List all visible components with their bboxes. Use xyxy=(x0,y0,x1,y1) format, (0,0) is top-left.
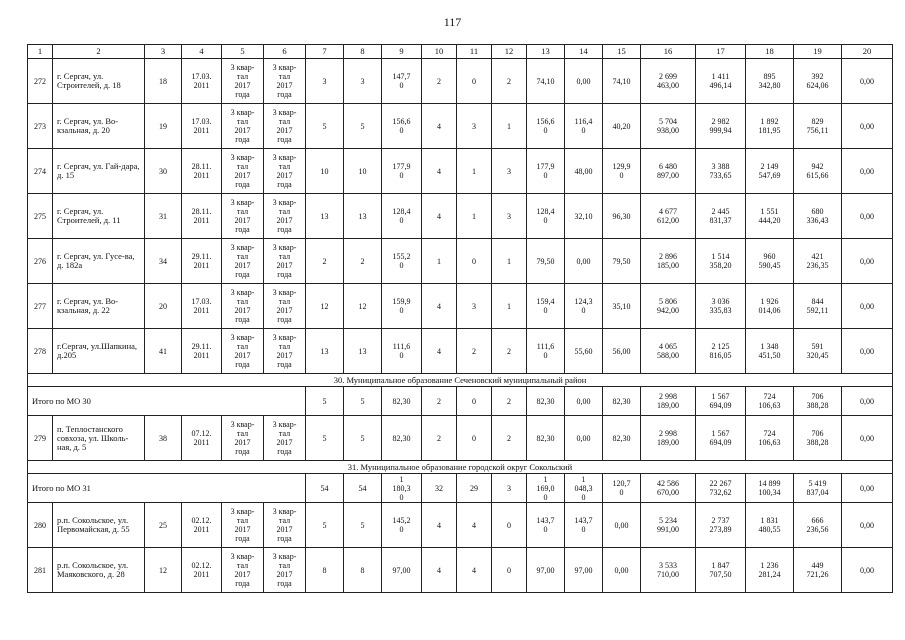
table-cell: 0,00 xyxy=(842,59,893,104)
total-label: Итого по МО 30 xyxy=(28,387,306,416)
table-cell: 74,10 xyxy=(527,59,565,104)
table-cell: 3 xyxy=(344,59,382,104)
table-cell: 38 xyxy=(145,416,182,461)
section-heading-row xyxy=(28,461,893,474)
table-cell: 34 xyxy=(145,239,182,284)
table-cell: 5 704 938,00 xyxy=(641,104,696,149)
table-cell: 421 236,35 xyxy=(794,239,842,284)
table-cell: 5 xyxy=(344,387,382,416)
table-row xyxy=(28,149,893,194)
table-cell: 79,50 xyxy=(603,239,641,284)
table-cell: 3 квар- тал 2017 года xyxy=(264,548,306,593)
table-cell: 32 xyxy=(422,474,457,503)
table-cell: 18 xyxy=(145,59,182,104)
table-row xyxy=(28,548,893,593)
table-cell: 82,30 xyxy=(603,387,641,416)
table-cell: 0,00 xyxy=(842,239,893,284)
table-cell: 28.11. 2011 xyxy=(182,194,222,239)
table-cell: 5 234 991,00 xyxy=(641,503,696,548)
table-cell: 3 квар- тал 2017 года xyxy=(222,416,264,461)
table-cell: г. Сергач, ул. Строителей, д. 18 xyxy=(53,59,145,104)
column-number: 11 xyxy=(457,45,492,59)
table-cell: 29.11. 2011 xyxy=(182,329,222,374)
table-cell: 29.11. 2011 xyxy=(182,239,222,284)
table-cell: 4 xyxy=(457,548,492,593)
table-cell: 1 169,0 0 xyxy=(527,474,565,503)
table-cell: 156,6 0 xyxy=(527,104,565,149)
table-cell: 5 xyxy=(306,104,344,149)
table-cell: 13 xyxy=(306,329,344,374)
table-cell: 3 квар- тал 2017 года xyxy=(264,59,306,104)
table-cell: 1 xyxy=(492,104,527,149)
table-cell: 2 982 999,94 xyxy=(696,104,746,149)
table-cell: 2 xyxy=(422,416,457,461)
table-cell: 960 590,45 xyxy=(746,239,794,284)
table-cell: 128,4 0 xyxy=(382,194,422,239)
column-number: 4 xyxy=(182,45,222,59)
table-cell: 0,00 xyxy=(565,59,603,104)
table-cell: 277 xyxy=(28,284,53,329)
table-row xyxy=(28,59,893,104)
table-cell: 2 xyxy=(492,416,527,461)
table-cell: 40,20 xyxy=(603,104,641,149)
table-cell: 28.11. 2011 xyxy=(182,149,222,194)
table-cell: 274 xyxy=(28,149,53,194)
table-cell: 82,30 xyxy=(603,416,641,461)
table-cell: 128,4 0 xyxy=(527,194,565,239)
table-cell: 5 xyxy=(306,416,344,461)
table-cell: 3 xyxy=(457,284,492,329)
table-cell: 3 квар- тал 2017 года xyxy=(264,503,306,548)
table-cell: 942 615,66 xyxy=(794,149,842,194)
table-cell: 272 xyxy=(28,59,53,104)
data-table xyxy=(27,44,893,593)
table-cell: 82,30 xyxy=(527,416,565,461)
table-cell: 2 xyxy=(492,59,527,104)
table-cell: 3 388 733,65 xyxy=(696,149,746,194)
table-cell: 3 036 335,83 xyxy=(696,284,746,329)
total-row xyxy=(28,387,893,416)
table-cell: 111,6 0 xyxy=(382,329,422,374)
table-cell: 54 xyxy=(344,474,382,503)
table-cell: 02.12. 2011 xyxy=(182,548,222,593)
table-cell: 0,00 xyxy=(565,416,603,461)
table-cell: 3 квар- тал 2017 года xyxy=(222,284,264,329)
table-cell: 0 xyxy=(492,503,527,548)
table-cell: г. Сергач, ул. Строителей, д. 11 xyxy=(53,194,145,239)
table-cell: 0,00 xyxy=(842,149,893,194)
table-cell: 0 xyxy=(457,387,492,416)
table-cell: 4 xyxy=(422,104,457,149)
table-cell: 1 xyxy=(492,284,527,329)
table-cell: 0,00 xyxy=(565,239,603,284)
table-cell: 156,6 0 xyxy=(382,104,422,149)
table-cell: 2 896 185,00 xyxy=(641,239,696,284)
column-number: 15 xyxy=(603,45,641,59)
column-number: 18 xyxy=(746,45,794,59)
table-cell: 6 480 897,00 xyxy=(641,149,696,194)
column-number: 16 xyxy=(641,45,696,59)
table-cell: 3 квар- тал 2017 года xyxy=(222,149,264,194)
table-cell: 5 xyxy=(344,104,382,149)
table-cell: 280 xyxy=(28,503,53,548)
table-cell: 2 998 189,00 xyxy=(641,416,696,461)
table-cell: 116,4 0 xyxy=(565,104,603,149)
table-cell: 2 xyxy=(492,329,527,374)
table-row xyxy=(28,104,893,149)
table-cell: 1 xyxy=(492,239,527,284)
section-heading: 30. Муниципальное образование Сеченовский муниципальный район xyxy=(28,374,893,387)
table-cell: 29 xyxy=(457,474,492,503)
table-cell: 1 348 451,50 xyxy=(746,329,794,374)
table-cell: 0,00 xyxy=(842,329,893,374)
table-cell: 13 xyxy=(306,194,344,239)
table-cell: 14 899 100,34 xyxy=(746,474,794,503)
table-cell: 177,9 0 xyxy=(382,149,422,194)
table-cell: 97,00 xyxy=(527,548,565,593)
table-cell: 0 xyxy=(492,548,527,593)
table-row xyxy=(28,239,893,284)
table-cell: 1 180,3 0 xyxy=(382,474,422,503)
table-cell: 79,50 xyxy=(527,239,565,284)
table-cell: 5 419 837,04 xyxy=(794,474,842,503)
table-cell: 392 624,06 xyxy=(794,59,842,104)
table-cell: 281 xyxy=(28,548,53,593)
table-cell: 4 xyxy=(422,548,457,593)
table-cell: 13 xyxy=(344,194,382,239)
table-cell: 5 xyxy=(306,387,344,416)
table-cell: 0 xyxy=(457,239,492,284)
column-number-row xyxy=(28,45,893,59)
table-cell: г. Сергач, ул. Гусе-ва, д. 182а xyxy=(53,239,145,284)
table-cell: 3 xyxy=(457,104,492,149)
section-heading: 31. Муниципальное образование городской округ Сокольский xyxy=(28,461,893,474)
table-cell: 147,7 0 xyxy=(382,59,422,104)
table-cell: 0 xyxy=(457,59,492,104)
table-cell: 12 xyxy=(344,284,382,329)
table-cell: 8 xyxy=(306,548,344,593)
table-cell: 0,00 xyxy=(842,474,893,503)
table-cell: 32,10 xyxy=(565,194,603,239)
table-cell: 2 xyxy=(422,59,457,104)
table-cell: 0,00 xyxy=(603,503,641,548)
table-cell: 82,30 xyxy=(382,416,422,461)
table-cell: 1 xyxy=(422,239,457,284)
table-cell: 55,60 xyxy=(565,329,603,374)
table-cell: 666 236,56 xyxy=(794,503,842,548)
table-cell: 278 xyxy=(28,329,53,374)
table-cell: 25 xyxy=(145,503,182,548)
table-cell: 17.03. 2011 xyxy=(182,104,222,149)
table-cell: г. Сергач, ул. Во-кзальная, д. 20 xyxy=(53,104,145,149)
table-cell: 0,00 xyxy=(842,548,893,593)
table-cell: 3 xyxy=(492,149,527,194)
column-number: 10 xyxy=(422,45,457,59)
section-heading-row xyxy=(28,374,893,387)
table-cell: 120,7 0 xyxy=(603,474,641,503)
table-row xyxy=(28,329,893,374)
table-cell: 155,2 0 xyxy=(382,239,422,284)
table-cell: 0,00 xyxy=(842,416,893,461)
table-cell: 3 xyxy=(492,194,527,239)
table-cell: 1 831 480,55 xyxy=(746,503,794,548)
table-cell: 42 586 670,00 xyxy=(641,474,696,503)
table-cell: 3 квар- тал 2017 года xyxy=(222,194,264,239)
column-number: 5 xyxy=(222,45,264,59)
table-cell: 1 411 496,14 xyxy=(696,59,746,104)
table-cell: 0,00 xyxy=(842,387,893,416)
table-cell: 3 квар- тал 2017 года xyxy=(222,59,264,104)
table-cell: 279 xyxy=(28,416,53,461)
table-cell: 07.12. 2011 xyxy=(182,416,222,461)
table-cell: 0,00 xyxy=(603,548,641,593)
table-cell: 1 xyxy=(457,194,492,239)
table-cell: 724 106,63 xyxy=(746,387,794,416)
table-cell: 129,9 0 xyxy=(603,149,641,194)
table-cell: 1 892 181,95 xyxy=(746,104,794,149)
column-number: 17 xyxy=(696,45,746,59)
table-cell: 844 592,11 xyxy=(794,284,842,329)
table-cell: 2 149 547,69 xyxy=(746,149,794,194)
table-cell: 31 xyxy=(145,194,182,239)
table-cell: 97,00 xyxy=(382,548,422,593)
column-number: 20 xyxy=(842,45,893,59)
table-cell: 2 737 273,89 xyxy=(696,503,746,548)
table-cell: 3 квар- тал 2017 года xyxy=(222,548,264,593)
column-number: 12 xyxy=(492,45,527,59)
table-cell: 1 514 358,20 xyxy=(696,239,746,284)
total-row xyxy=(28,474,893,503)
column-number: 2 xyxy=(53,45,145,59)
table-cell: 4 xyxy=(422,284,457,329)
table-cell: 3 квар- тал 2017 года xyxy=(264,284,306,329)
column-number: 13 xyxy=(527,45,565,59)
table-cell: 97,00 xyxy=(565,548,603,593)
table-cell: 4 065 588,00 xyxy=(641,329,696,374)
table-cell: 1 567 694,09 xyxy=(696,416,746,461)
table-cell: 48,00 xyxy=(565,149,603,194)
table-cell: 680 336,43 xyxy=(794,194,842,239)
table-cell: 30 xyxy=(145,149,182,194)
page-number: 117 xyxy=(443,15,462,29)
total-label: Итого по МО 31 xyxy=(28,474,306,503)
table-cell: 5 806 942,00 xyxy=(641,284,696,329)
table-cell: 0,00 xyxy=(842,503,893,548)
table-cell: 706 388,28 xyxy=(794,416,842,461)
table-cell: 82,30 xyxy=(382,387,422,416)
table-cell: 5 xyxy=(306,503,344,548)
column-number: 19 xyxy=(794,45,842,59)
table-cell: 3 квар- тал 2017 года xyxy=(264,239,306,284)
table-cell: 3 xyxy=(492,474,527,503)
table-cell: 276 xyxy=(28,239,53,284)
table-cell: 17.03. 2011 xyxy=(182,284,222,329)
column-number: 9 xyxy=(382,45,422,59)
table-cell: 2 699 463,00 xyxy=(641,59,696,104)
table-cell: 0 xyxy=(457,416,492,461)
table-cell: 82,30 xyxy=(527,387,565,416)
column-number: 1 xyxy=(28,45,53,59)
table-cell: 0,00 xyxy=(842,104,893,149)
table-cell: 2 xyxy=(306,239,344,284)
table-row xyxy=(28,416,893,461)
table-cell: 159,4 0 xyxy=(527,284,565,329)
table-cell: 3 квар- тал 2017 года xyxy=(264,329,306,374)
table-cell: 12 xyxy=(145,548,182,593)
column-number: 6 xyxy=(264,45,306,59)
table-cell: г. Сергач, ул. Гай-дара, д. 15 xyxy=(53,149,145,194)
table-cell: 12 xyxy=(306,284,344,329)
table-cell: 4 xyxy=(457,503,492,548)
table-cell: 1 847 707,50 xyxy=(696,548,746,593)
table-cell: г. Сергач, ул. Во-кзальная, д. 22 xyxy=(53,284,145,329)
table-cell: 22 267 732,62 xyxy=(696,474,746,503)
column-number: 7 xyxy=(306,45,344,59)
table-cell: 4 xyxy=(422,329,457,374)
table-cell: 2 125 816,05 xyxy=(696,329,746,374)
table-cell: 4 xyxy=(422,194,457,239)
table-cell: 4 xyxy=(422,503,457,548)
table-cell: 3 xyxy=(306,59,344,104)
table-cell: 177,9 0 xyxy=(527,149,565,194)
column-number: 8 xyxy=(344,45,382,59)
table-cell: 02.12. 2011 xyxy=(182,503,222,548)
table-cell: 724 106,63 xyxy=(746,416,794,461)
table-cell: 3 квар- тал 2017 года xyxy=(264,194,306,239)
table-cell: 3 квар- тал 2017 года xyxy=(222,104,264,149)
table-cell: 41 xyxy=(145,329,182,374)
table-cell: 0,00 xyxy=(842,284,893,329)
table-cell: р.п. Сокольское, ул. Маяковского, д. 28 xyxy=(53,548,145,593)
table-cell: 0,00 xyxy=(842,194,893,239)
table-cell: п. Теплостанского совхоза, ул. Школь-ная, д. 5 xyxy=(53,416,145,461)
table-cell: 2 xyxy=(457,329,492,374)
table-cell: 3 квар- тал 2017 года xyxy=(222,503,264,548)
table-cell: 0,00 xyxy=(565,387,603,416)
table-cell: 8 xyxy=(344,548,382,593)
table-cell: 145,2 0 xyxy=(382,503,422,548)
table-cell: 10 xyxy=(344,149,382,194)
table-cell: 3 квар- тал 2017 года xyxy=(264,104,306,149)
table-row xyxy=(28,194,893,239)
table-cell: 3 квар- тал 2017 года xyxy=(264,149,306,194)
table-cell: 56,00 xyxy=(603,329,641,374)
table-cell: 591 320,45 xyxy=(794,329,842,374)
table-cell: 3 квар- тал 2017 года xyxy=(222,329,264,374)
table-cell: 2 xyxy=(492,387,527,416)
table-cell: 1 xyxy=(457,149,492,194)
table-cell: 19 xyxy=(145,104,182,149)
table-cell: 829 756,11 xyxy=(794,104,842,149)
table-cell: 5 xyxy=(344,503,382,548)
table-cell: 159,9 0 xyxy=(382,284,422,329)
table-cell: 4 677 612,00 xyxy=(641,194,696,239)
table-cell: 17.03. 2011 xyxy=(182,59,222,104)
table-cell: 5 xyxy=(344,416,382,461)
table-cell: 1 926 014,06 xyxy=(746,284,794,329)
table-row xyxy=(28,503,893,548)
table-cell: 1 048,3 0 xyxy=(565,474,603,503)
table-cell: 275 xyxy=(28,194,53,239)
table-cell: 1 567 694,09 xyxy=(696,387,746,416)
table-cell: 20 xyxy=(145,284,182,329)
table-cell: р.п. Сокольское, ул. Первомайская, д. 55 xyxy=(53,503,145,548)
table-cell: 124,3 0 xyxy=(565,284,603,329)
table-cell: 3 квар- тал 2017 года xyxy=(264,416,306,461)
table-cell: 895 342,80 xyxy=(746,59,794,104)
column-number: 3 xyxy=(145,45,182,59)
column-number: 14 xyxy=(565,45,603,59)
table-cell: 143,7 0 xyxy=(527,503,565,548)
table-cell: 2 998 189,00 xyxy=(641,387,696,416)
table-cell: г.Сергач, ул.Шапкина, д.205 xyxy=(53,329,145,374)
table-cell: 143,7 0 xyxy=(565,503,603,548)
table-cell: 3 533 710,00 xyxy=(641,548,696,593)
table-cell: 111,6 0 xyxy=(527,329,565,374)
table-cell: 74,10 xyxy=(603,59,641,104)
table-cell: 35,10 xyxy=(603,284,641,329)
table-cell: 449 721,26 xyxy=(794,548,842,593)
table-cell: 3 квар- тал 2017 года xyxy=(222,239,264,284)
table-cell: 706 388,28 xyxy=(794,387,842,416)
table-row xyxy=(28,284,893,329)
table-cell: 273 xyxy=(28,104,53,149)
table-cell: 13 xyxy=(344,329,382,374)
table-cell: 2 445 831,37 xyxy=(696,194,746,239)
table-cell: 4 xyxy=(422,149,457,194)
table-cell: 2 xyxy=(422,387,457,416)
table-cell: 1 236 281,24 xyxy=(746,548,794,593)
table-cell: 10 xyxy=(306,149,344,194)
table-cell: 54 xyxy=(306,474,344,503)
table-cell: 96,30 xyxy=(603,194,641,239)
table-cell: 2 xyxy=(344,239,382,284)
table-cell: 1 551 444,20 xyxy=(746,194,794,239)
